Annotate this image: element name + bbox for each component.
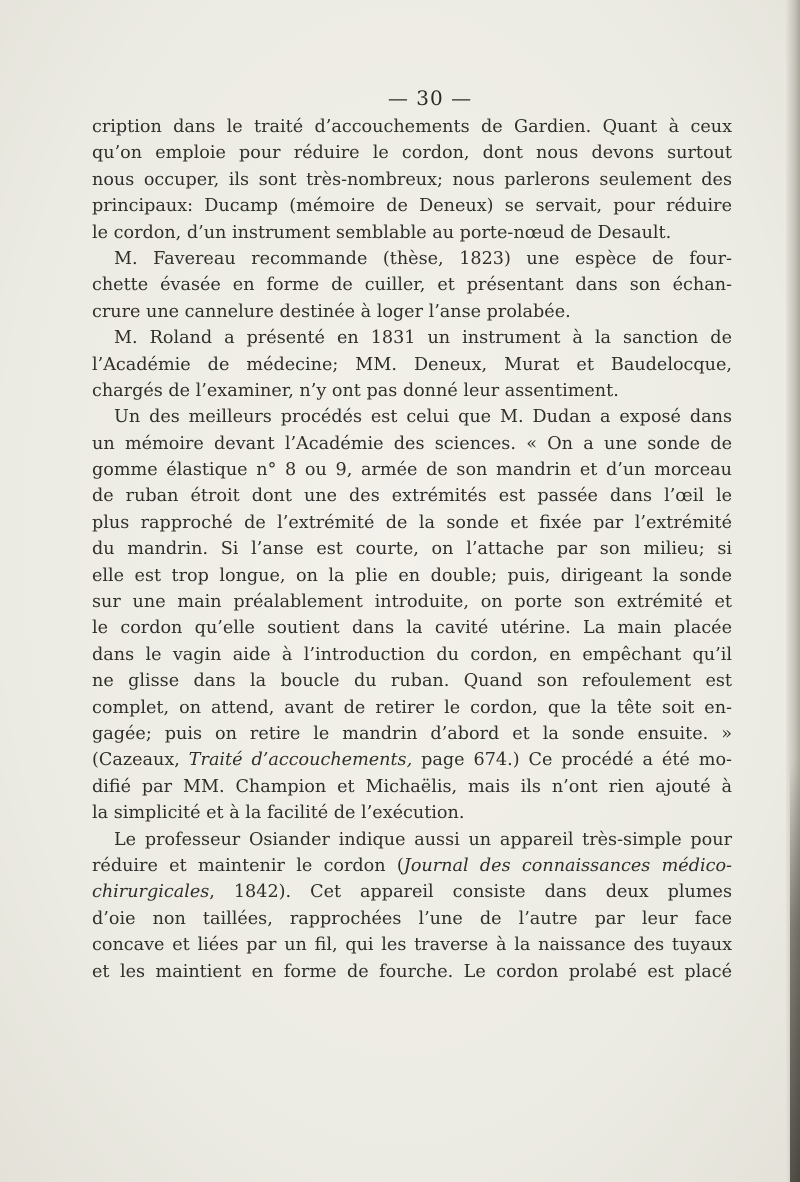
text-line: cription dans le traité d’accouchements de Gardien. Quant à ceux [92, 117, 732, 137]
text-line: le cordon qu’elle soutient dans la cavité utérine. La main placée [92, 618, 732, 639]
text-line [92, 747, 732, 773]
text-line: de ruban étroit dont une des extrémités est passée dans l’œil le [92, 486, 732, 507]
text-segment: page 674.) Ce procédé a été mo- [412, 750, 732, 771]
text-line: Le professeur Osiander indique aussi un appareil très-simple pour [114, 829, 732, 850]
text-line [92, 879, 732, 905]
text-line: principaux: Ducamp (mémoire de Deneux) se servait, pour réduire [92, 196, 732, 217]
text-segment: réduire et maintenir le cordon ( [92, 855, 404, 876]
text-segment: (Cazeaux, [92, 750, 189, 771]
text-line: la simplicité et à la facilité de l’exécution. [92, 803, 465, 824]
text-line: chette évasée en forme de cuiller, et présentant dans son échan- [92, 275, 732, 296]
text-line: dans le vagin aide à l’introduction du cordon, en empêchant qu’il [92, 644, 732, 665]
text-line: Un des meilleurs procédés est celui que M. Dudan a exposé dans [114, 407, 732, 428]
text-line: qu’on emploie pour réduire le cordon, dont nous devons surtout [92, 143, 732, 164]
text-line [92, 853, 732, 879]
text-segment: , 1842). Cet appareil consiste dans deux plumes [209, 882, 732, 903]
text-line: nous occuper, ils sont très-nombreux; nous parlerons seulement des [92, 169, 732, 190]
text-line: M. Roland a présenté en 1831 un instrument à la sanction de [114, 328, 732, 349]
text-line: crure une cannelure destinée à loger l’anse prolabée. [92, 301, 571, 322]
text-line: complet, on attend, avant de retirer le cordon, que la tête soit en- [92, 697, 732, 718]
text-line: plus rapproché de l’extrémité de la sonde et fixée par l’extrémité [92, 512, 732, 533]
text-line: chargés de l’examiner, n’y ont pas donné leur assentiment. [92, 380, 619, 401]
text-line: d’oie non taillées, rapprochées l’une de l’autre par leur face [92, 908, 732, 929]
page-number-header: — 30 — [387, 86, 473, 110]
text-line: gagée; puis on retire le mandrin d’abord et la sonde ensuite. » [92, 723, 732, 744]
text-line: et les maintient en forme de fourche. Le cordon prolabé est placé [92, 961, 732, 982]
text-line: difié par MM. Champion et Michaëlis, mais ils n’ont rien ajouté à [92, 776, 732, 797]
body-text [92, 114, 732, 985]
text-line: du mandrin. Si l’anse est courte, on l’attache par son milieu; si [92, 539, 732, 560]
italic-title: Journal des connaissances médico- [403, 855, 732, 876]
italic-title: chirurgicales [92, 882, 210, 903]
text-line: ne glisse dans la boucle du ruban. Quand son refoulement est [92, 671, 732, 692]
text-line: l’Académie de médecine; MM. Deneux, Murat et Baudelocque, [92, 354, 732, 375]
text-line: sur une main préalablement introduite, on porte son extrémité et [92, 592, 732, 613]
text-line: M. Favereau recommande (thèse, 1823) une espèce de four- [114, 248, 732, 269]
text-line: le cordon, d’un instrument semblable au porte-nœud de Desault. [92, 222, 672, 243]
text-line: gomme élastique n° 8 ou 9, armée de son mandrin et d’un morceau [92, 460, 732, 481]
text-line: elle est trop longue, on la plie en double; puis, dirigeant la sonde [92, 565, 732, 586]
text-line: concave et liées par un fil, qui les traverse à la naissance des tuyaux [92, 935, 732, 956]
italic-title: Traité d’accouchements, [188, 750, 413, 771]
text-line: un mémoire devant l’Académie des sciences. « On a une sonde de [92, 433, 732, 454]
page-edge-shadow [790, 760, 800, 1182]
